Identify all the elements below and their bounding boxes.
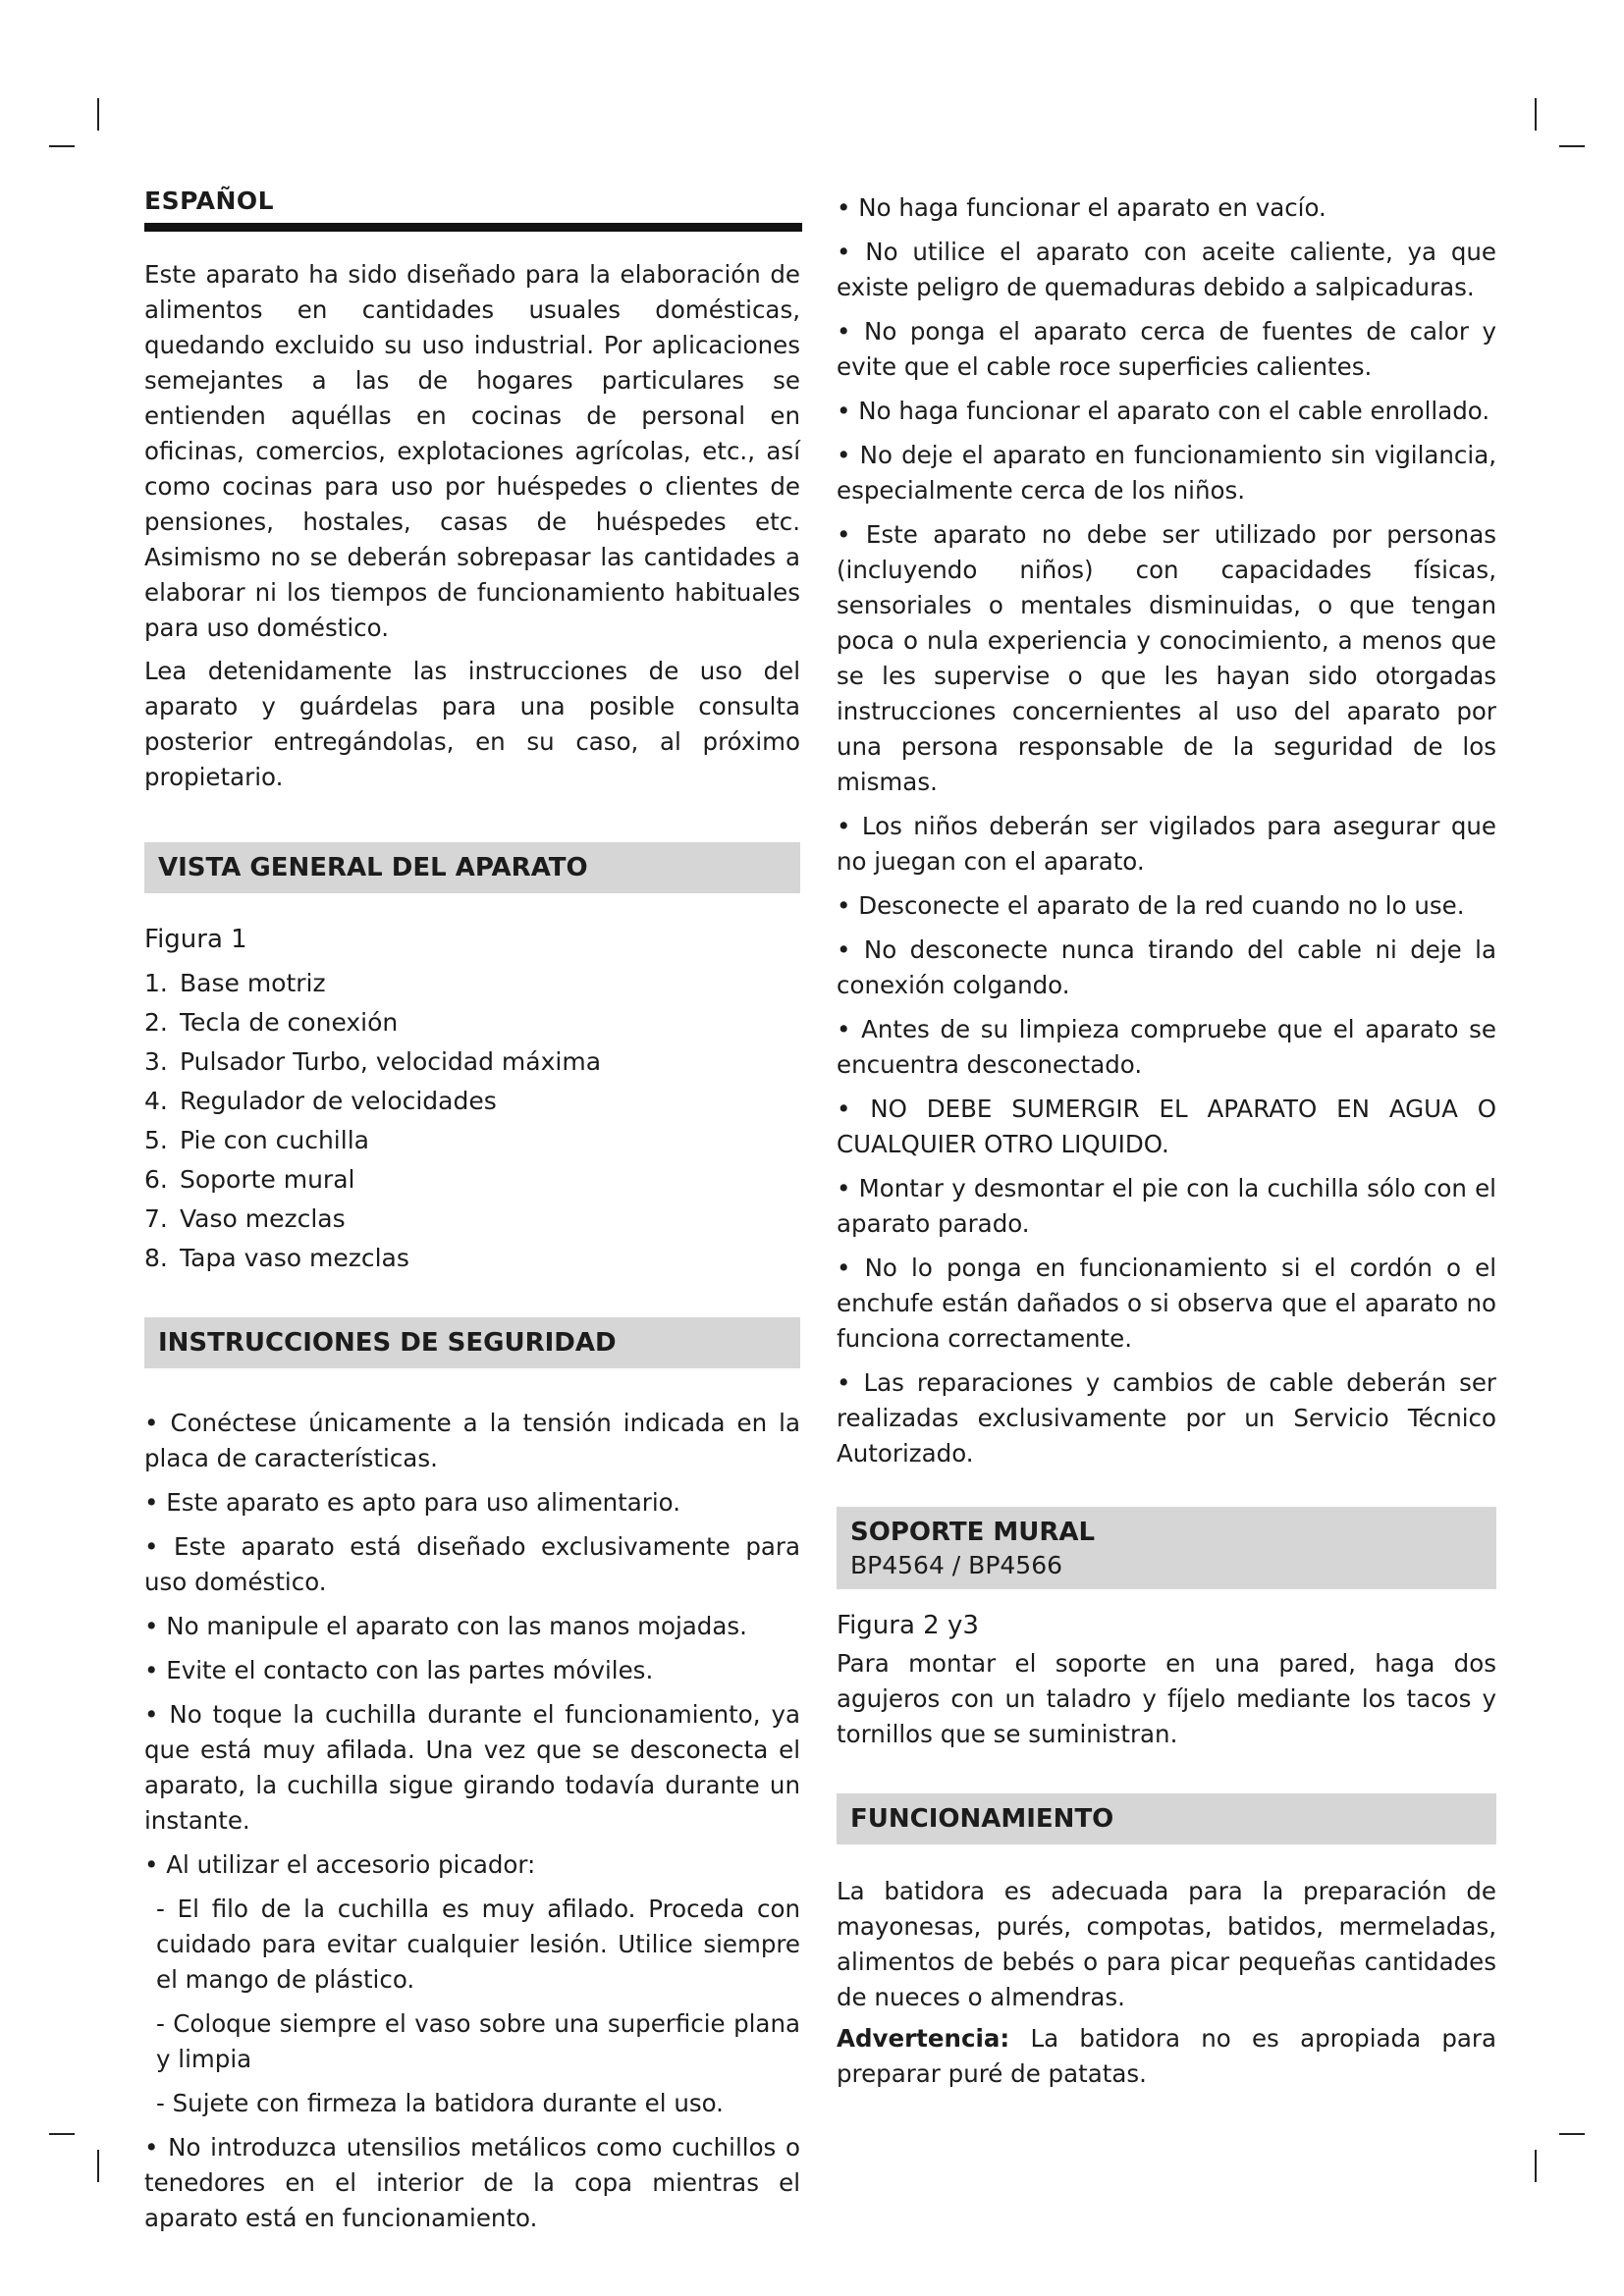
crop-mark-top-right-v [1535,98,1537,131]
read-instructions-paragraph: Lea detenidamente las instrucciones de uso del aparato y guárdelas para una posible consulta posterior entregándolas, en su caso, al próximo propietario. [144,657,800,791]
list-item: 6. Soporte mural [144,1165,355,1194]
safety-bullet: • No introduzca utensilios metálicos como cuchillos o tenedores en el interior de la copa mientras el aparato está en funcionamiento. [144,2133,800,2232]
safety-bullet: • Evite el contacto con las partes móviles. [144,1656,654,1684]
safety-bullet: • Las reparaciones y cambios de cable deberán ser realizadas exclusivamente por un Servicio Técnico Autorizado. [837,1368,1496,1468]
intro-paragraph: Este aparato ha sido diseñado para la elaboración de alimentos en cantidades usuales domésticas, quedando excluido su uso industrial. Por aplicaciones semejantes a las de hogares particulares se entienden aquéllas en cocinas de personal en oficinas, comercios, explotaciones agrícolas, etc., así como cocinas para uso por huéspedes o clientes de pensiones, hostales, casas de huéspedes etc. Asimismo no se deberán sobrepasar las cantidades a elaborar ni los tiempos de funcionamiento habituales para uso doméstico. [144,260,800,642]
safety-bullet: • No deje el aparato en funcionamiento sin vigilancia, especialmente cerca de los niños. [837,441,1496,505]
crop-mark-bottom-right-h [1559,2133,1585,2135]
list-item: 7. Vaso mezclas [144,1204,346,1233]
warning-text: La batidora no es apropiada para preparar puré de patatas. [837,2024,1496,2088]
list-item: 3. Pulsador Turbo, velocidad máxima [144,1047,602,1076]
crop-mark-top-left-v [97,98,99,131]
safety-bullet: • Los niños deberán ser vigilados para asegurar que no juegan con el aparato. [837,812,1496,876]
safety-bullet: • Este aparato está diseñado exclusivamente para uso doméstico. [144,1532,800,1596]
safety-bullet: • NO DEBE SUMERGIR EL APARATO EN AGUA O CUALQUIER OTRO LIQUIDO. [837,1095,1496,1158]
operation-text: La batidora es adecuada para la preparación de mayonesas, purés, compotas, batidos, mermeladas, alimentos de bebés o para picar pequeñas cantidades de nueces o almendras. [837,1877,1496,2011]
safety-sub-item: - El filo de la cuchilla es muy afilado. Proceda con cuidado para evitar cualquier lesión. Utilice siempre el mango de plástico. [156,1895,800,1994]
crop-mark-top-left-h [49,145,75,147]
crop-mark-bottom-left-v [97,2150,99,2182]
safety-bullet: • Antes de su limpieza compruebe que el aparato se encuentra desconectado. [837,1015,1496,1079]
safety-heading-text: INSTRUCCIONES DE SEGURIDAD [158,1328,617,1358]
wall-mount-heading [837,1507,1496,1589]
language-title: ESPAÑOL [144,187,275,215]
wall-mount-heading-text: SOPORTE MURAL [850,1518,1096,1547]
safety-bullet: • Montar y desmontar el pie con la cuchilla sólo con el aparato parado. [837,1174,1496,1238]
crop-mark-bottom-right-v [1535,2150,1537,2182]
safety-bullet: • No toque la cuchilla durante el funcionamiento, ya que está muy afilada. Una vez que se desconecta el aparato, la cuchilla sigue girando todavía durante un instante. [144,1700,800,1835]
safety-bullet: • No desconecte nunca tirando del cable ni deje la conexión colgando. [837,935,1496,999]
safety-bullet: • No manipule el aparato con las manos mojadas. [144,1612,747,1640]
list-item: 5. Pie con cuchilla [144,1126,369,1154]
safety-bullet: • No haga funcionar el aparato con el cable enrollado. [837,397,1490,425]
parts-list [144,964,800,1278]
warning-label: Advertencia: [837,2024,1010,2053]
safety-bullet: • Este aparato es apto para uso alimentario. [144,1488,681,1517]
operation-heading-text: FUNCIONAMIENTO [850,1804,1114,1834]
right-column [837,190,1496,2092]
safety-bullet: • Conéctese únicamente a la tensión indicada en la placa de características. [144,1409,800,1472]
crop-mark-bottom-left-h [49,2133,75,2135]
overview-heading-text: VISTA GENERAL DEL APARATO [158,853,588,882]
wall-mount-text: Para montar el soporte en una pared, haga dos agujeros con un taladro y fíjelo mediante los tacos y tornillos que se suministran. [837,1649,1496,1748]
title-underline [144,223,802,232]
safety-sub-item: - Sujete con firmeza la batidora durante el uso. [156,2089,724,2117]
model-numbers: BP4564 / BP4566 [850,1551,1063,1579]
left-column [144,187,800,2245]
list-item: 2. Tecla de conexión [144,1008,399,1037]
warning-paragraph [837,2021,1496,2092]
safety-bullet: • Al utilizar el accesorio picador: [144,1850,536,1879]
safety-heading [144,1317,800,1368]
figure-1-label: Figura 1 [144,925,247,954]
safety-bullet: • No haga funcionar el aparato en vacío. [837,193,1326,222]
operation-heading [837,1793,1496,1844]
overview-heading [144,842,800,893]
list-item: 4. Regulador de velocidades [144,1087,497,1115]
safety-sub-item: - Coloque siempre el vaso sobre una superficie plana y limpia [156,2009,800,2073]
safety-bullet: • Este aparato no debe ser utilizado por personas (incluyendo niños) con capacidades físicas, sensoriales o mentales disminuidas, o que tengan poca o nula experiencia y conocimiento, a menos que se les supervise o que les hayan sido otorgadas instrucciones concernientes al uso del aparato por una persona responsable de la seguridad de los mismas. [837,520,1496,796]
safety-bullet: • Desconecte el aparato de la red cuando no lo use. [837,891,1465,920]
list-item: 8. Tapa vaso mezclas [144,1244,409,1272]
safety-bullet: • No ponga el aparato cerca de fuentes de calor y evite que el cable roce superficies calientes. [837,317,1496,381]
safety-bullet: • No utilice el aparato con aceite caliente, ya que existe peligro de quemaduras debido a salpicaduras. [837,238,1496,301]
list-item: 1. Base motriz [144,969,326,997]
crop-mark-top-right-h [1559,145,1585,147]
safety-bullet: • No lo ponga en funcionamiento si el cordón o el enchufe están dañados o si observa que el aparato no funciona correctamente. [837,1254,1496,1353]
figure-2-3-label: Figura 2 y3 [837,1611,979,1640]
